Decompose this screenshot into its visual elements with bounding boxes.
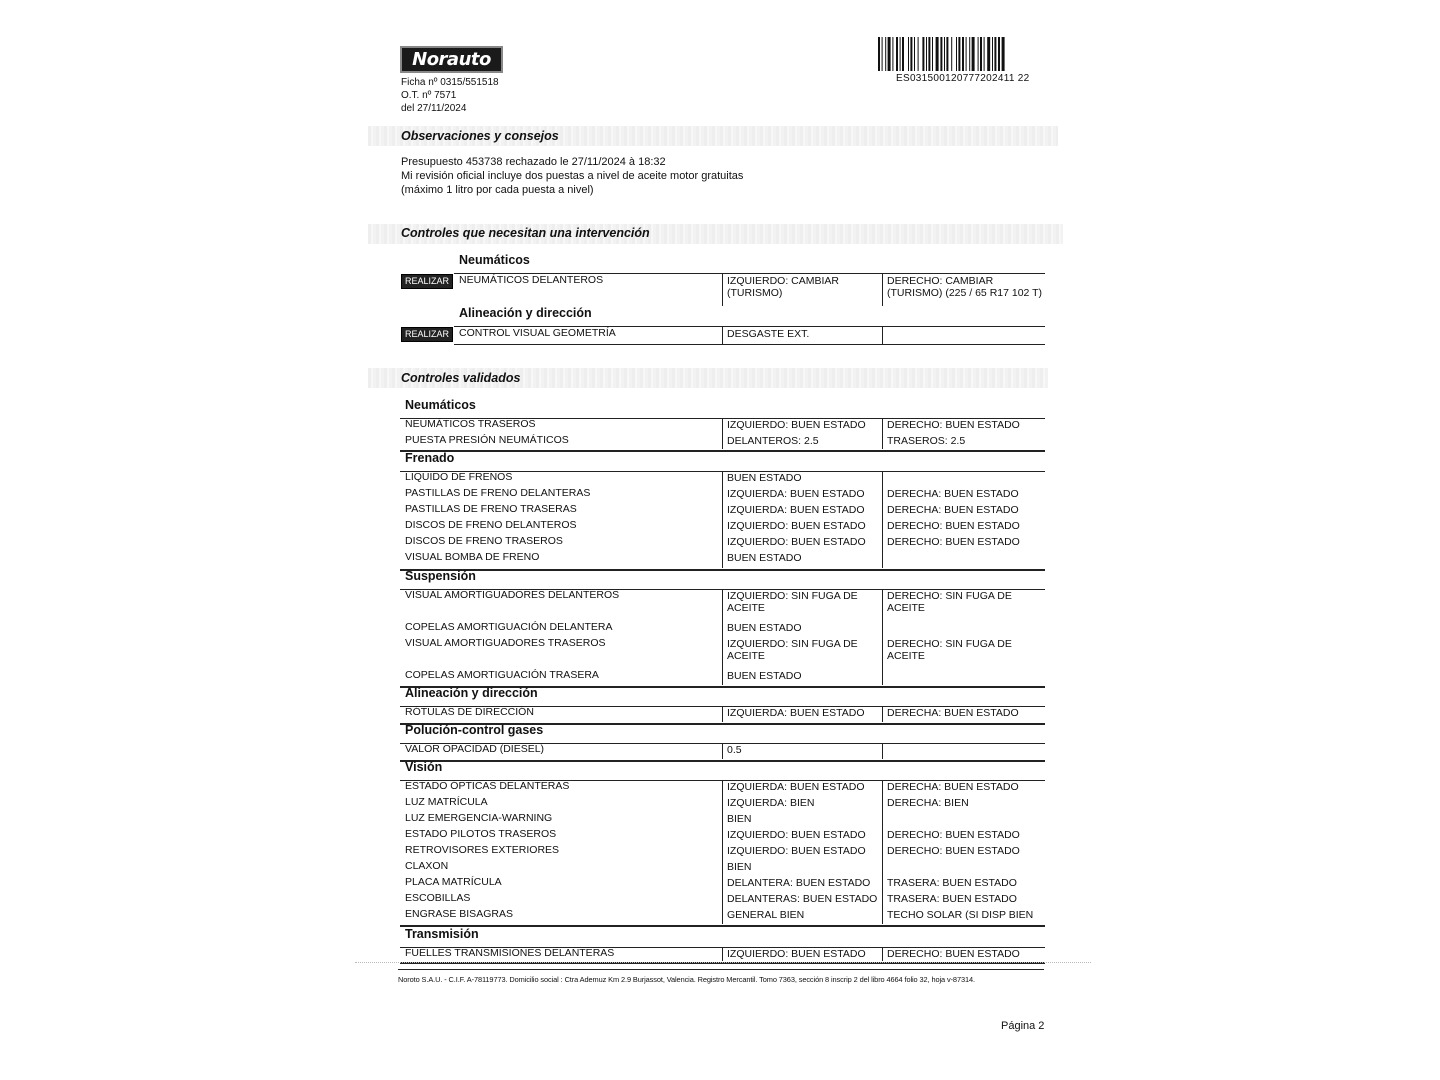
document-date: del 27/11/2024 — [401, 103, 467, 114]
intervencion-title: Controles que necesitan una intervención — [401, 226, 650, 240]
control-right-value: DERECHO: BUEN ESTADO — [887, 845, 1020, 857]
validados-group-heading: Alineación y dirección — [405, 686, 538, 700]
control-right-value: DERECHO: BUEN ESTADO — [887, 536, 1020, 548]
divider — [400, 760, 1045, 762]
control-item: ESCOBILLAS — [405, 892, 471, 904]
control-right-value: DERECHO: BUEN ESTADO — [887, 948, 1020, 960]
barcode-icon — [878, 37, 1044, 71]
control-left-value: IZQUIERDA: BUEN ESTADO — [727, 781, 865, 793]
observaciones-line: Presupuesto 453738 rechazado le 27/11/2024 à 18:32 — [401, 156, 666, 168]
control-item: PLACA MATRÍCULA — [405, 876, 502, 888]
validados-group-heading: Transmisión — [405, 927, 479, 941]
divider — [882, 744, 883, 759]
divider — [882, 274, 883, 306]
divider — [882, 327, 883, 344]
control-left-value: IZQUIERDA: BUEN ESTADO — [727, 707, 865, 719]
page-number: Página 2 — [1001, 1020, 1045, 1032]
control-item: VISUAL AMORTIGUADORES DELANTEROS — [405, 589, 620, 601]
ficha-number: Ficha nº 0315/551518 — [401, 77, 499, 88]
intervencion-left-value: IZQUIERDO: CAMBIAR (TURISMO) — [727, 275, 840, 299]
barcode-number: ES031500120777202411 22 — [896, 73, 1030, 84]
control-item: LUZ MATRÍCULA — [405, 796, 488, 808]
control-item: RETROVISORES EXTERIORES — [405, 844, 560, 856]
control-item: COPELAS AMORTIGUACIÓN DELANTERA — [405, 621, 613, 633]
divider — [722, 948, 723, 961]
control-right-value: DERECHA: BUEN ESTADO — [887, 707, 1019, 719]
validados-group-heading: Polución-control gases — [405, 723, 544, 737]
divider — [355, 962, 1091, 963]
control-item: PASTILLAS DE FRENO TRASERAS — [405, 503, 577, 515]
legal-footer: Noroto S.A.U. - C.I.F. A-78119773. Domicilio social : Ctra Ademuz Km 2.9 Burjassot, Valencia. Registro Mercantil. Tomo 7363, sección 8 inscrip 2 del libro 4664 folio 32, hoja v-87314. — [398, 975, 975, 984]
control-left-value: BUEN ESTADO — [727, 552, 802, 564]
divider — [722, 419, 723, 449]
intervencion-item: CONTROL VISUAL GEOMETRÍA — [459, 327, 616, 339]
divider — [882, 948, 883, 961]
intervencion-right-value: DERECHO: CAMBIAR (TURISMO) (225 / 65 R17 102 T) — [887, 275, 1043, 299]
intervencion-group-alineacion: Alineación y dirección — [459, 306, 592, 320]
validados-group-heading: Frenado — [405, 451, 455, 465]
control-left-value: DELANTERAS: BUEN ESTADO — [727, 893, 878, 905]
observaciones-title: Observaciones y consejos — [401, 129, 559, 143]
ot-number: O.T. nº 7571 — [401, 90, 457, 101]
control-item: PUESTA PRESIÓN NEUMÁTICOS — [405, 434, 569, 446]
divider — [882, 707, 883, 722]
control-left-value: BUEN ESTADO — [727, 622, 802, 634]
control-right-value: DERECHA: BUEN ESTADO — [887, 781, 1019, 793]
divider — [400, 450, 1045, 452]
control-right-value: DERECHO: BUEN ESTADO — [887, 419, 1020, 431]
control-item: ENGRASE BISAGRAS — [405, 908, 513, 920]
divider — [398, 969, 1044, 970]
divider — [400, 569, 1045, 571]
control-left-value: BUEN ESTADO — [727, 670, 802, 682]
control-left-value: DELANTEROS: 2.5 — [727, 435, 819, 447]
control-left-value: IZQUIERDO: BUEN ESTADO — [727, 845, 866, 857]
realizar-tag: REALIZAR — [401, 274, 453, 289]
control-left-value: IZQUIERDO: SIN FUGA DE ACEITE — [727, 638, 858, 662]
divider — [882, 472, 883, 568]
divider — [882, 590, 883, 685]
control-item: VISUAL AMORTIGUADORES TRASEROS — [405, 637, 606, 649]
control-right-value: DERECHO: BUEN ESTADO — [887, 829, 1020, 841]
control-item: VISUAL BOMBA DE FRENO — [405, 551, 540, 563]
validados-title: Controles validados — [401, 371, 521, 385]
control-right-value: DERECHO: SIN FUGA DE ACEITE — [887, 638, 1012, 662]
control-item: NEUMÁTICOS TRASEROS — [405, 418, 536, 430]
divider — [722, 327, 723, 344]
validados-group-heading: Neumáticos — [405, 398, 476, 412]
divider — [722, 590, 723, 685]
control-right-value: TRASERA: BUEN ESTADO — [887, 893, 1017, 905]
intervencion-left-value: DESGASTE EXT. — [727, 328, 810, 340]
observaciones-line: Mi revisión oficial incluye dos puestas a nivel de aceite motor gratuitas — [401, 170, 744, 182]
control-item: DISCOS DE FRENO TRASEROS — [405, 535, 563, 547]
control-right-value: TRASERA: BUEN ESTADO — [887, 877, 1017, 889]
control-right-value: TRASEROS: 2.5 — [887, 435, 966, 447]
control-right-value: DERECHO: SIN FUGA DE ACEITE — [887, 590, 1012, 614]
control-left-value: GENERAL BIEN — [727, 909, 805, 921]
divider — [454, 344, 1045, 345]
control-right-value: DERECHA: BIEN — [887, 797, 969, 809]
control-left-value: BUEN ESTADO — [727, 472, 802, 484]
divider — [882, 781, 883, 924]
control-item: LUZ EMERGENCIA-WARNING — [405, 812, 553, 824]
observaciones-line: (máximo 1 litro por cada puesta a nivel) — [401, 184, 594, 196]
divider — [722, 274, 723, 306]
control-left-value: IZQUIERDA: BUEN ESTADO — [727, 504, 865, 516]
control-left-value: BIEN — [727, 813, 752, 825]
control-left-value: IZQUIERDO: BUEN ESTADO — [727, 536, 866, 548]
validados-group-heading: Suspensión — [405, 569, 476, 583]
control-left-value: IZQUIERDO: BUEN ESTADO — [727, 419, 866, 431]
divider — [400, 925, 1045, 927]
control-item: VALOR OPACIDAD (DIESEL) — [405, 743, 545, 755]
observaciones-text — [401, 155, 743, 197]
control-left-value: IZQUIERDO: BUEN ESTADO — [727, 520, 866, 532]
validados-group-heading: Visión — [405, 760, 443, 774]
control-right-value: DERECHO: BUEN ESTADO — [887, 520, 1020, 532]
control-left-value: DELANTERA: BUEN ESTADO — [727, 877, 871, 889]
intervencion-group-neumaticos: Neumáticos — [459, 253, 530, 267]
intervencion-item: NEUMÁTICOS DELANTEROS — [459, 274, 604, 286]
control-item: COPELAS AMORTIGUACIÓN TRASERA — [405, 669, 599, 681]
control-right-value: DERECHA: BUEN ESTADO — [887, 488, 1019, 500]
control-item: CLAXON — [405, 860, 449, 872]
divider — [722, 744, 723, 759]
control-left-value: IZQUIERDO: BUEN ESTADO — [727, 948, 866, 960]
divider — [722, 707, 723, 722]
control-left-value: IZQUIERDO: BUEN ESTADO — [727, 829, 866, 841]
control-left-value: 0.5 — [727, 744, 742, 756]
control-right-value: TECHO SOLAR (SI DISP BIEN — [887, 909, 1034, 921]
norauto-logo: Norauto — [400, 46, 503, 73]
divider — [722, 472, 723, 568]
control-left-value: BIEN — [727, 861, 752, 873]
control-left-value: IZQUIERDA: BUEN ESTADO — [727, 488, 865, 500]
realizar-tag: REALIZAR — [401, 327, 453, 342]
control-left-value: IZQUIERDO: SIN FUGA DE ACEITE — [727, 590, 858, 614]
divider — [722, 781, 723, 924]
control-item: ESTADO ÓPTICAS DELANTERAS — [405, 780, 570, 792]
control-left-value: IZQUIERDA: BIEN — [727, 797, 815, 809]
control-item: DISCOS DE FRENO DELANTEROS — [405, 519, 577, 531]
control-item: RÓTULAS DE DIRECCIÓN — [405, 706, 534, 718]
control-item: FUELLES TRANSMISIONES DELANTERAS — [405, 947, 615, 959]
control-right-value: DERECHA: BUEN ESTADO — [887, 504, 1019, 516]
control-item: PASTILLAS DE FRENO DELANTERAS — [405, 487, 591, 499]
divider — [882, 419, 883, 449]
control-item: ESTADO PILOTOS TRASEROS — [405, 828, 557, 840]
control-item: LIQUIDO DE FRENOS — [405, 471, 513, 483]
